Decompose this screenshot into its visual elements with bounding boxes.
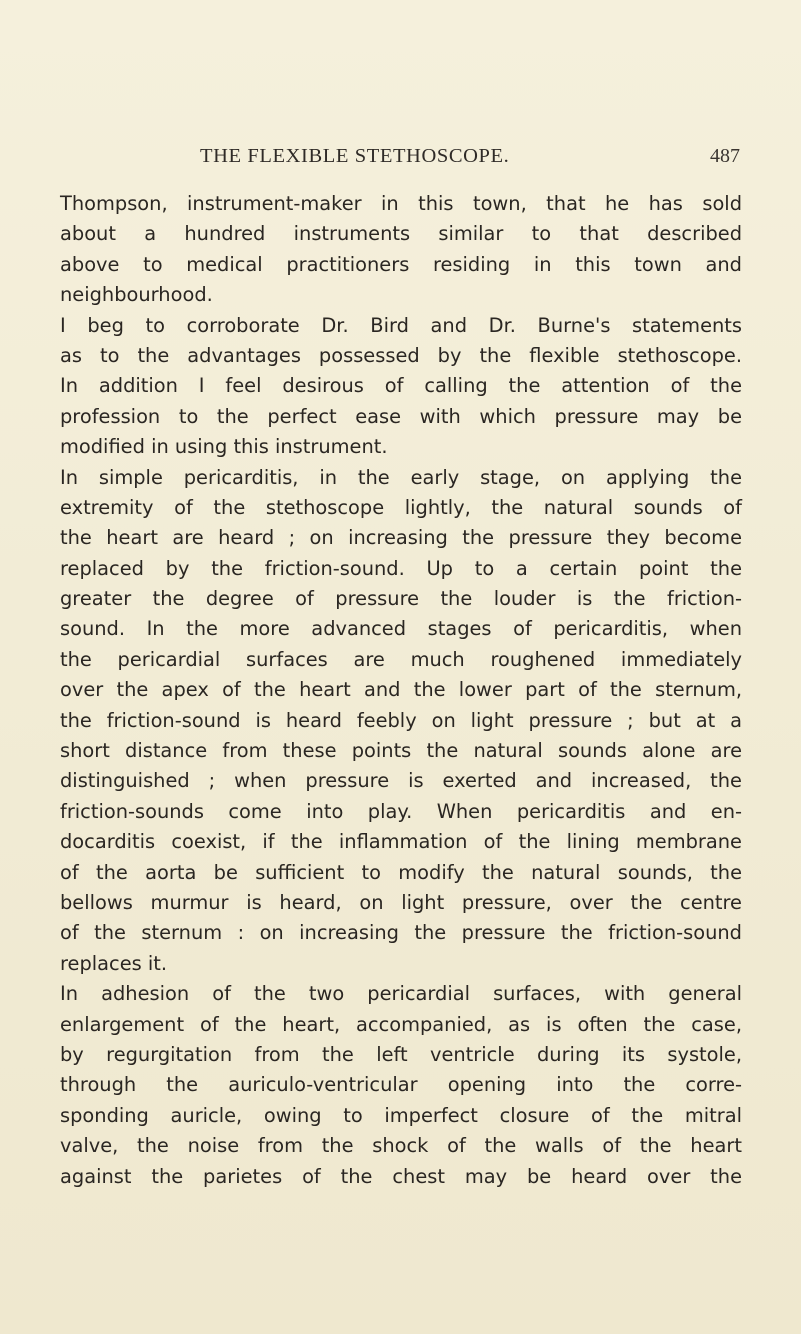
text-line: of the aorta be sufficient to modify the natural sounds, the [60,860,742,884]
text-line: as to the advantages possessed by the flexible stethoscope. [60,343,742,367]
text-line: valve, the noise from the shock of the walls of the heart [60,1134,742,1158]
text-line: friction-sounds come into play. When pericarditis and en- [60,799,742,823]
text-line: the friction-sound is heard feebly on light pressure ; but at a [60,708,742,732]
text-line: replaced by the friction-sound. Up to a certain point the [60,556,742,580]
text-line: above to medical practitioners residing in this town and [60,252,742,276]
text-line: neighbourhood. [60,283,213,307]
text-line: modified in using this instrument. [60,435,388,459]
text-line: sound. In the more advanced stages of pericarditis, when [60,617,742,641]
text-line: In addition I feel desirous of calling the attention of the [60,374,742,398]
text-line: I beg to corroborate Dr. Bird and Dr. Burne's statements [60,313,742,337]
page-number: 487 [710,145,740,167]
text-line: extremity of the stethoscope lightly, the natural sounds of [60,495,742,519]
text-line: distinguished ; when pressure is exerted and increased, the [60,769,742,793]
text-line: of the sternum : on increasing the pressure the friction-sound [60,921,742,945]
text-line: through the auriculo-ventricular opening into the corre- [60,1073,742,1097]
text-line: profession to the perfect ease with which pressure may be [60,404,742,428]
text-line: the pericardial surfaces are much roughened immediately [60,647,742,671]
text-line: against the parietes of the chest may be heard over the [60,1164,742,1188]
text-line: by regurgitation from the left ventricle during its systole, [60,1042,742,1066]
text-line: bellows murmur is heard, on light pressure, over the centre [60,890,742,914]
text-line: sponding auricle, owing to imperfect closure of the mitral [60,1103,742,1127]
text-line: the heart are heard ; on increasing the pressure they become [60,526,742,550]
page-header [60,145,760,175]
text-line: replaces it. [60,951,168,975]
text-line: In adhesion of the two pericardial surfaces, with general [60,982,742,1006]
text-line: greater the degree of pressure the louder is the friction- [60,587,742,611]
text-line: Thompson, instrument-maker in this town, that he has sold [60,192,742,215]
text-line: enlargement of the heart, accompanied, as is often the case, [60,1012,742,1036]
text-line: over the apex of the heart and the lower part of the sternum, [60,678,742,702]
text-line: about a hundred instruments similar to that described [60,222,742,246]
text-line: docarditis coexist, if the inflammation of the lining membrane [60,830,742,854]
text-line: short distance from these points the natural sounds alone are [60,739,742,763]
text-line: In simple pericarditis, in the early stage, on applying the [60,465,742,489]
running-head: THE FLEXIBLE STETHOSCOPE. [200,145,510,167]
body-text [60,189,742,1192]
